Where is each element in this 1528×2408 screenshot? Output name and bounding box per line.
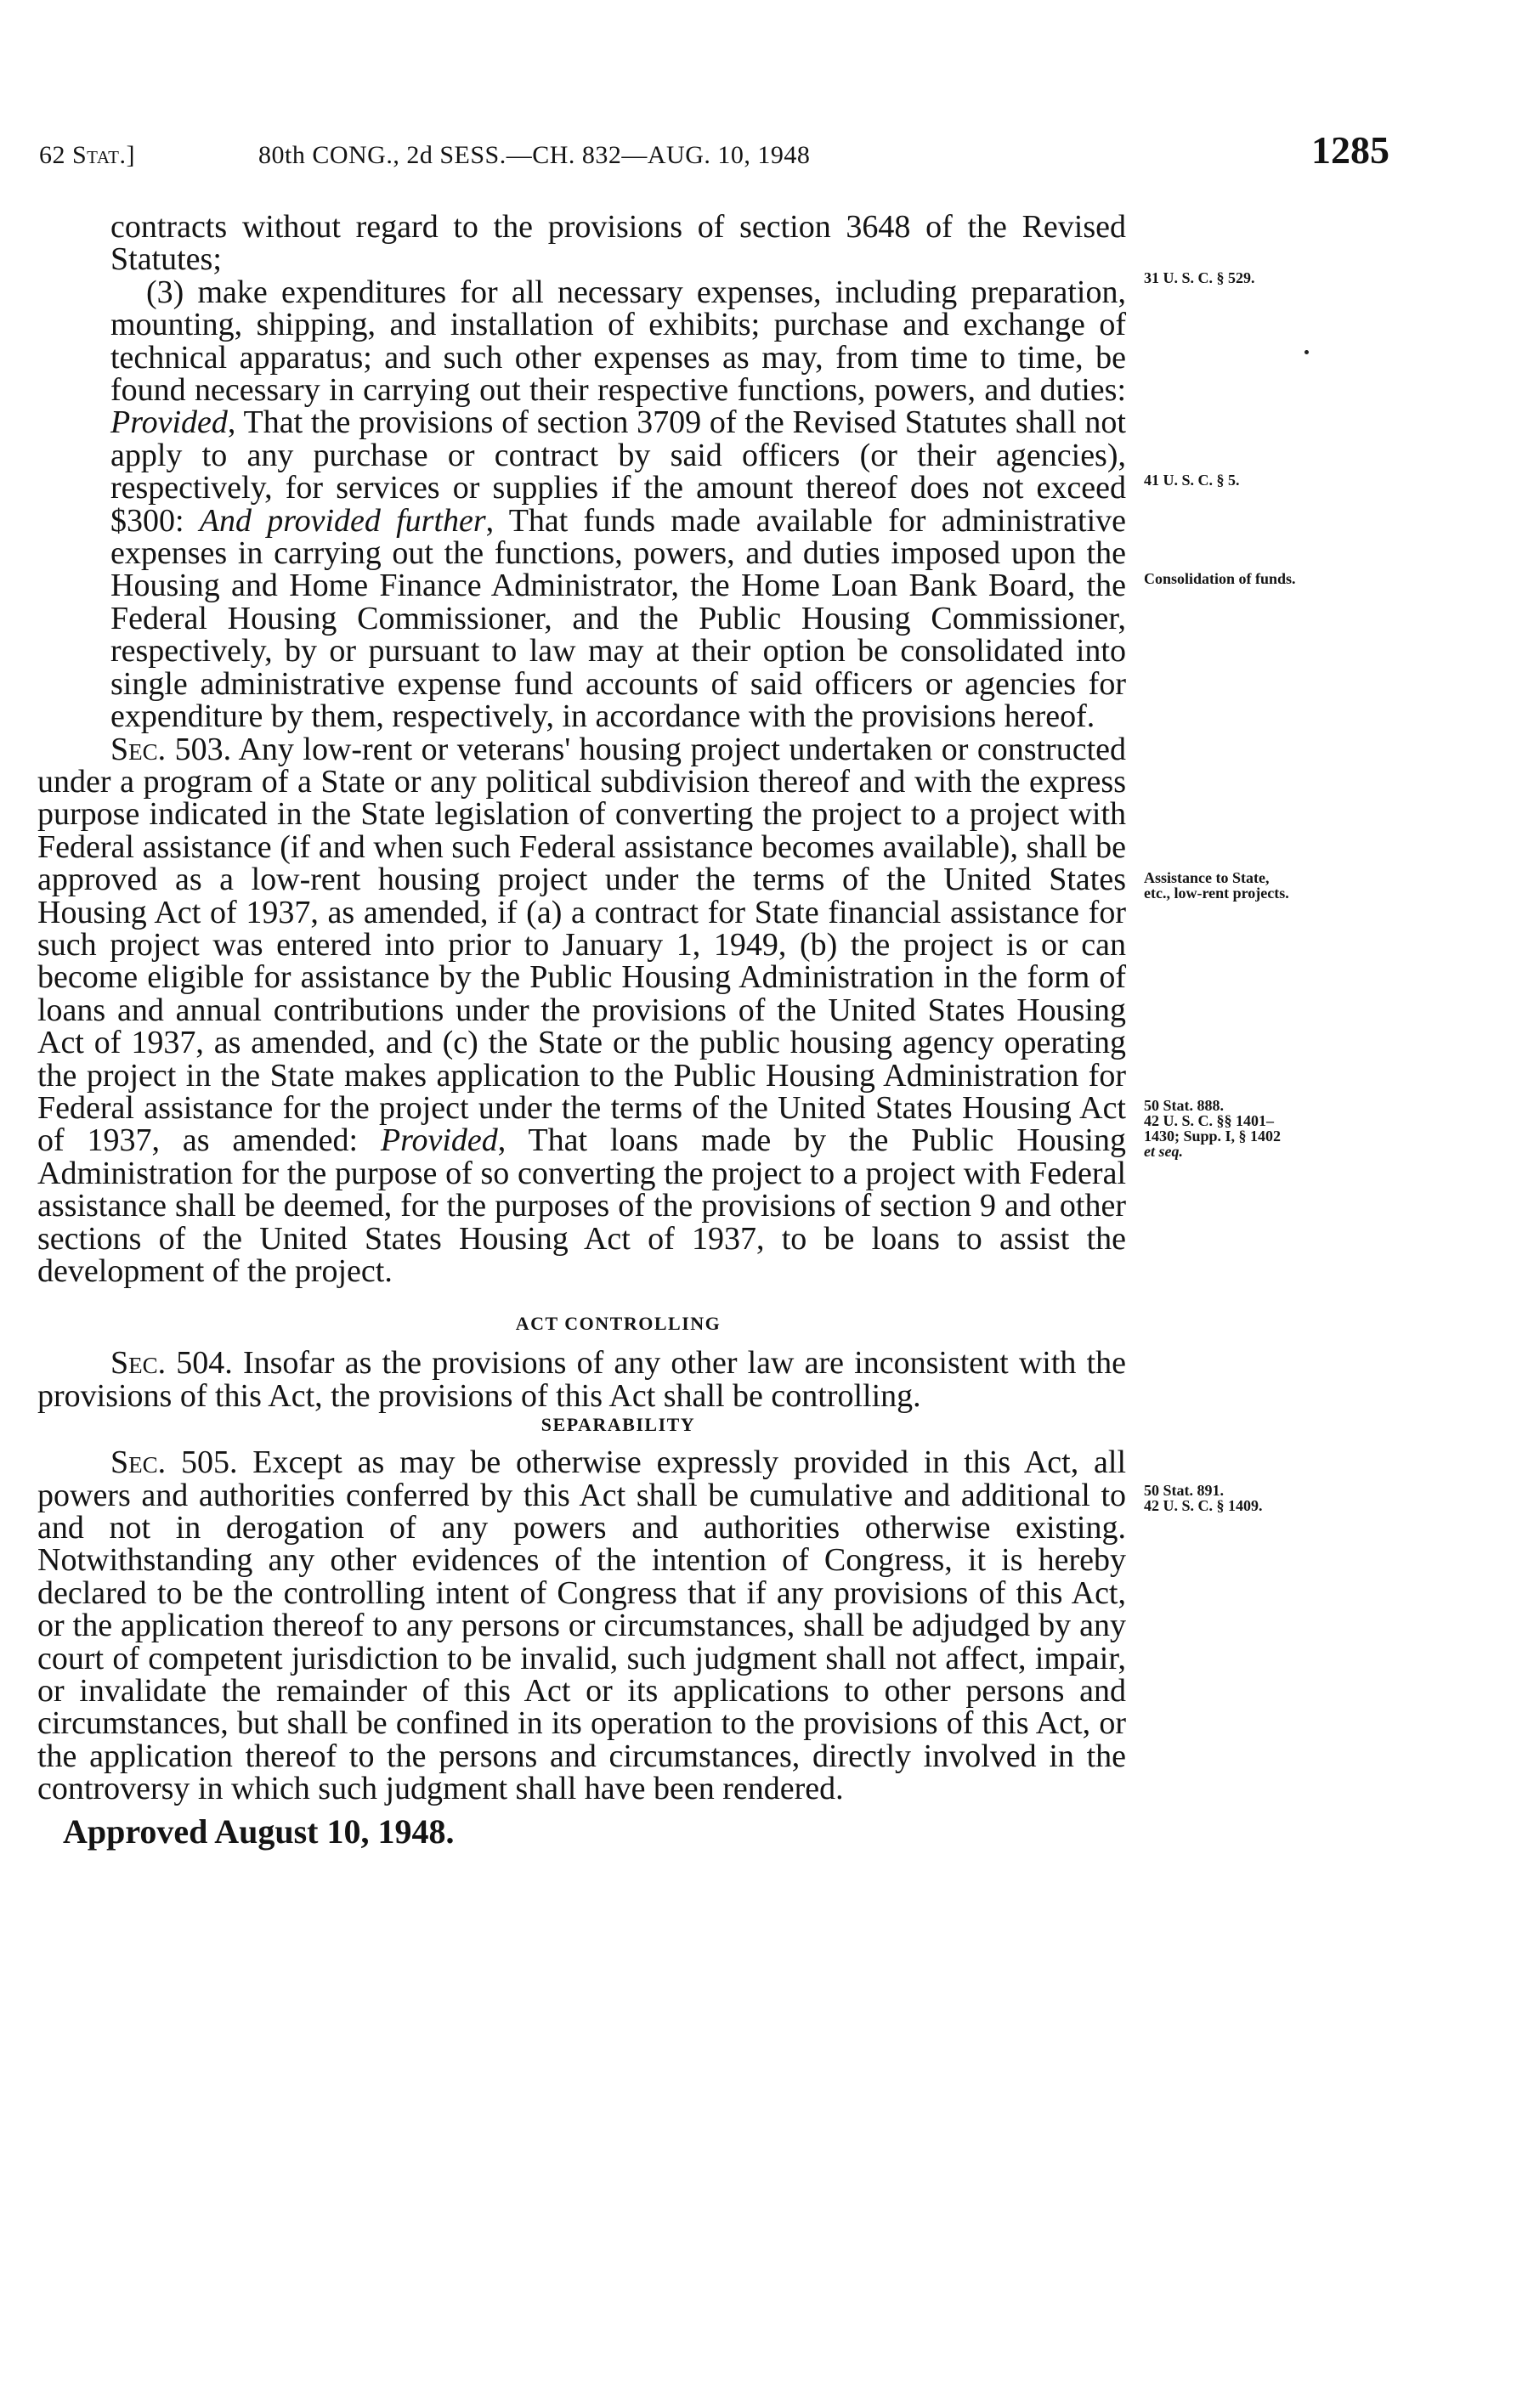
section-505 xyxy=(37,1446,1126,1805)
heading-separability: SEPARABILITY xyxy=(540,1414,696,1436)
proviso-word: Provided xyxy=(110,404,228,441)
margin-note-31-usc-529 xyxy=(1144,270,1390,285)
volume-citation: 62 Stat.] xyxy=(39,141,135,169)
margin-note-line: etc., low-rent projects. xyxy=(1144,885,1289,902)
margin-note-text: Consolidation of funds. xyxy=(1144,570,1296,587)
proviso-word: Provided xyxy=(380,1122,498,1159)
section-label: Sec. 503. xyxy=(110,731,232,767)
margin-note-line: 42 U. S. C. §§ 1401– xyxy=(1144,1112,1275,1129)
section-label: Sec. 505. xyxy=(110,1444,238,1481)
paragraph-contracts xyxy=(110,211,1126,276)
margin-note-41-usc-5 xyxy=(1144,472,1390,488)
margin-note-line: Assistance to State, xyxy=(1144,869,1270,886)
margin-note-line: 42 U. S. C. § 1409. xyxy=(1144,1497,1263,1514)
section-label: Sec. 504. xyxy=(110,1345,233,1382)
approval-line: Approved August 10, 1948. xyxy=(63,1812,455,1851)
margin-note-line: 50 Stat. 891. xyxy=(1144,1482,1224,1499)
paragraph-text: (3) make expenditures for all necessary expenses, including preparation, mounting, shipping, and installation of exhibits; purchase and exchange of technical apparatus; and such other expenses as may, from time to time, be found necessary in carrying out their respective functions, powers, and duties: xyxy=(110,274,1126,409)
section-text: Except as may be otherwise expressly provided in this Act, all powers and authorities conferred by this Act shall be cumulative and additional to and not in derogation of any powers and authorities otherwise existing. Notwithstanding any other evidences of the intention of Congress, it is hereby declared to be the controlling intent of Congress that if any provisions of this Act, or the application thereof to any persons or circumstances, shall be adjudged by any court of competent jurisdiction to be invalid, such judgment shall not affect, impair, or invalidate the remainder of this Act or its applications to other persons and circumstances, but shall be confined in its operation to the provisions of this Act, or the application thereof to the persons and circumstances, directly involved in the controversy in which such judgment shall have been rendered. xyxy=(37,1444,1126,1807)
statute-text-column xyxy=(37,209,1127,1851)
margin-note-50-stat-888 xyxy=(1144,1098,1390,1159)
section-503 xyxy=(37,733,1126,1288)
section-text: Insofar as the provisions of any other law are inconsistent with the provisions of this Act, the provisions of this Act shall be controlling. xyxy=(37,1345,1126,1414)
margin-note-assistance xyxy=(1144,870,1390,901)
paragraph-text: contracts without regard to the provisions of section 3648 of the Revised Statutes; xyxy=(110,209,1126,278)
margin-note-text: 31 U. S. C. § 529. xyxy=(1144,269,1255,286)
page-number: 1285 xyxy=(1311,128,1389,172)
paragraph-text: , That funds made available for administrative expenses in carrying out the functions, powers, and duties imposed upon the Housing and Home Finance Administrator, the Home Loan Bank Board, the Federal Housing Commissioner, and the Public Housing Commissioner, respectively, by or pursuant to law may at their option be consolidated into single administrative expense fund accounts of said officers or agencies for expenditure by them, respectively, in accordance with the provisions hereof. xyxy=(110,502,1127,735)
running-header xyxy=(39,127,1389,187)
margin-note-line: 1430; Supp. I, § 1402 xyxy=(1144,1128,1282,1145)
section-504 xyxy=(37,1347,1126,1412)
section-text: Any low-rent or veterans' housing project undertaken or constructed under a program of a State or any political subdivision thereof and with the express purpose indicated in the State legislation of converting the project to a project with Federal assistance (if and when such Federal assistance becomes available), shall be approved as a low-rent housing project under the terms of the United States Housing Act of 1937, as amended, if (a) a contract for State financial assistance for such project was entered into prior to January 1, 1949, (b) the project is or can become eligible for assistance by the Public Housing Administration in the form of loans and annual contributions under the provisions of the United States Housing Act of 1937, as amended, and (c) the State or the public housing agency operating the project in the State makes application to the Public Housing Administration for Federal assistance for the project under the terms of the United States Housing Act of 1937, as amended: xyxy=(37,731,1126,1159)
session-chapter-date: 80th CONG., 2d SESS.—CH. 832—AUG. 10, 1948 xyxy=(258,141,811,169)
section-text: , That loans made by the Public Housing Administration for the purpose of so converting the project to a project with Federal assistance shall be deemed, for the purposes of the provisions of section 9 and other sections of the United States Housing Act of 1937, to be loans to assist the development of the project. xyxy=(37,1122,1126,1289)
margin-note-line: et seq. xyxy=(1144,1143,1183,1160)
margin-note-consolidation xyxy=(1144,571,1365,586)
proviso-word: And provided further xyxy=(199,502,486,539)
paragraph-text: , That the provisions of section 3709 of the Revised Statutes shall not apply to any purchase or contract by said officers (or their agencies), respectively, for services or supplies if the amount thereof does not exceed $300: xyxy=(110,404,1126,539)
paragraph-expenditures xyxy=(110,276,1126,733)
margin-note-line: 50 Stat. 888. xyxy=(1144,1097,1224,1114)
margin-note-text: 41 U. S. C. § 5. xyxy=(1144,472,1240,489)
margin-note-50-stat-891 xyxy=(1144,1483,1390,1513)
heading-act-controlling: ACT CONTROLLING xyxy=(515,1313,722,1335)
marginal-dot xyxy=(1304,350,1309,354)
